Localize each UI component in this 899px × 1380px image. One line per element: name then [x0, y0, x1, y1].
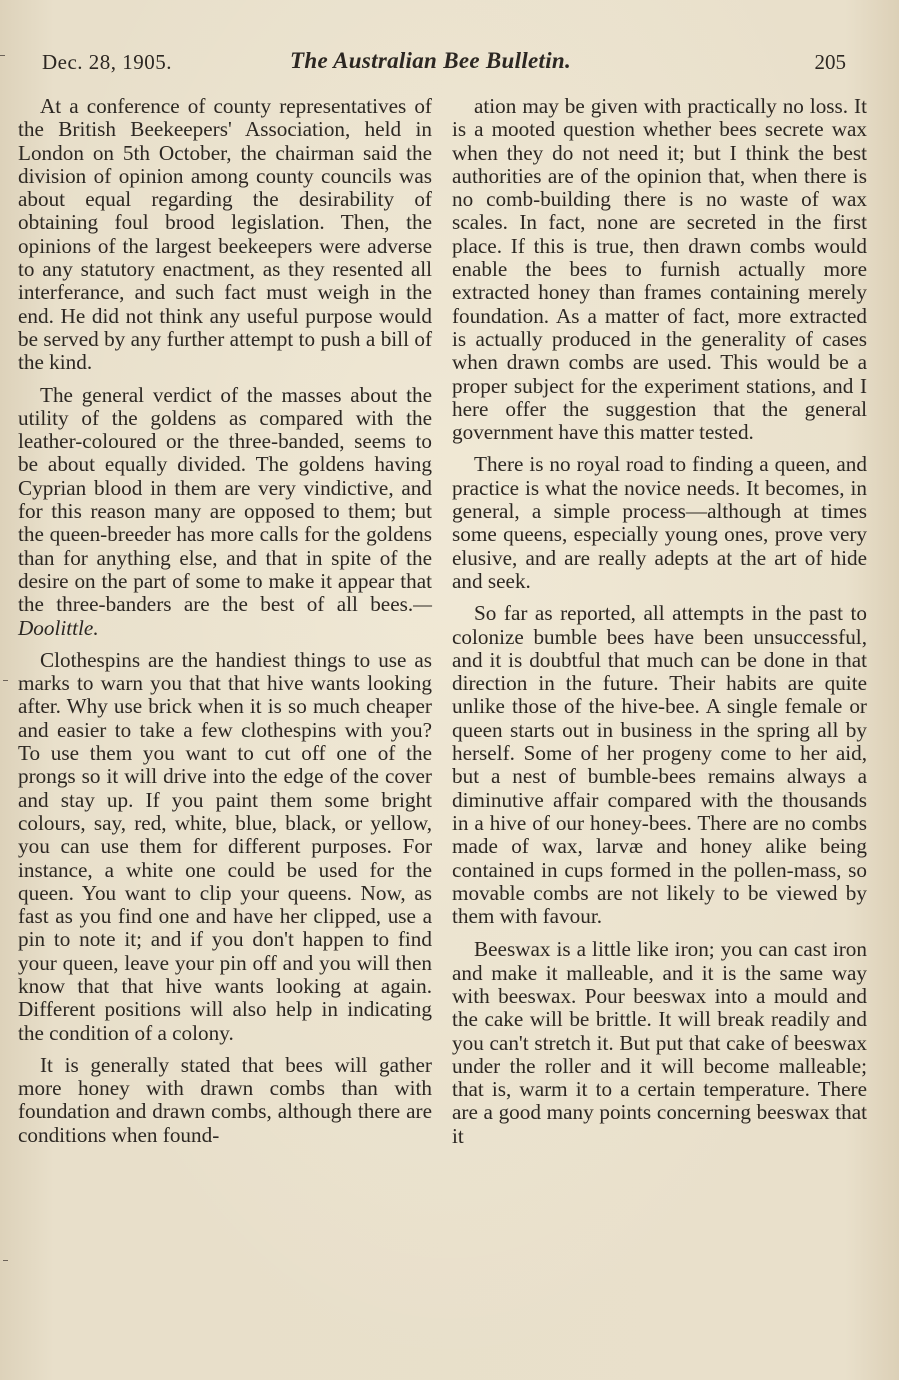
paragraph-foul-brood: At a conference of county representatives of the British Beekeepers' Association, held in London on 5th October, the chairman said the division of opinion among county councils was about equal regarding the desirability of obtaining foul brood legislation. Then, the opinions of the largest beekeepers were adverse to any statutory enactment, as they resented all interferance, and such fact must weigh in the end. He did not think any useful purpose would be served by any further attempt to push a bill of the kind. [18, 94, 432, 375]
attribution-doolittle: —Doolittle. [18, 592, 432, 640]
margin-mark [3, 680, 8, 681]
right-column [452, 95, 867, 1157]
page-number: 205 [814, 50, 846, 74]
paragraph-drawn-combs: It is generally stated that bees will gather more honey with drawn combs than with foundation and drawn combs, although there are conditions when found- [18, 1052, 432, 1147]
paragraph-beeswax: Beeswax is a little like iron; you can cast iron and make it malleable, and it is the same way with beeswax. Pour beeswax into a mould and the cake will be brittle. It will break readily and you can't stretch it. But put that cake of beeswax under the roller and it will become malleable; that is, warm it to a certain temperature. There are a good many points concerning beeswax that it [452, 937, 867, 1148]
goldens-text: The general verdict of the masses about the utility of the goldens as compared with the leather-coloured or the three-banded, seems to be about equally divided. The goldens having Cyprian blood in them are very vindictive, and for this reason many are opposed to them; but the queen-breeder has more calls for the goldens than for anything else, and that in spite of the desire on the part of some to make it appear that the three-banders are the best of all bees. [18, 382, 432, 617]
journal-title: The Australian Bee Bulletin. [290, 48, 572, 73]
margin-mark [3, 1260, 8, 1261]
margin-mark [0, 55, 5, 56]
left-column [18, 95, 432, 1156]
issue-date: Dec. 28, 1905. [42, 50, 173, 74]
paragraph-goldens [18, 384, 432, 640]
paragraph-finding-queen: There is no royal road to finding a queen, and practice is what the novice needs. It becomes, in general, a simple process—although at times some queens, especially young ones, prove very elusive, and are really adepts at the art of hide and seek. [452, 452, 867, 593]
paragraph-bumble-bees: So far as reported, all attempts in the past to colonize bumble bees have been unsuccessful, and it is doubtful that much can be done in that direction in the future. Their habits are quite unlike those of the hive-bee. A single female or queen starts out in business in the spring all by herself. Some of her progeny come to her aid, but a nest of bumble-bees remains always a diminutive affair compared with the thousands in a hive of our honey-bees. There are no combs made of wax, larvæ and honey alike being contained in cups formed in the pollen-mass, so movable combs are not likely to be viewed by them with favour. [452, 601, 867, 929]
paragraph-wax-secretion: ation may be given with practically no loss. It is a mooted question whether bees secrete wax when they do not need it; but I think the best authorities are of the opinion that, when there is no comb-building there is no waste of wax scales. In fact, none are secreted in the first place. If this is true, then drawn combs would enable the bees to furnish actually more extracted honey than frames containing merely foundation. As a matter of fact, more extracted is actually produced in the generality of cases when drawn combs are used. This would be a proper subject for the experiment stations, and I here offer the suggestion that the general government have this matter tested. [452, 94, 867, 445]
running-header [42, 50, 846, 80]
paragraph-clothespins: Clothespins are the handiest things to use as marks to warn you that that hive wants looking after. Why use brick when it is so much cheaper and easier to take a few clothespins with you? To use them you want to cut off one of the prongs so it will drive into the edge of the cover and stay up. If you paint them some bright colours, say, red, white, blue, black, or yellow, you can use them for different purposes. For instance, a white one could be used for the queen. You want to clip your queens. Now, as fast as you find one and have her clipped, use a pin to note it; and if you don't happen to find your queen, leave your pin off and you will then know that that hive wants looking at again. Different positions will also help in indicating the condition of a colony. [18, 647, 432, 1045]
